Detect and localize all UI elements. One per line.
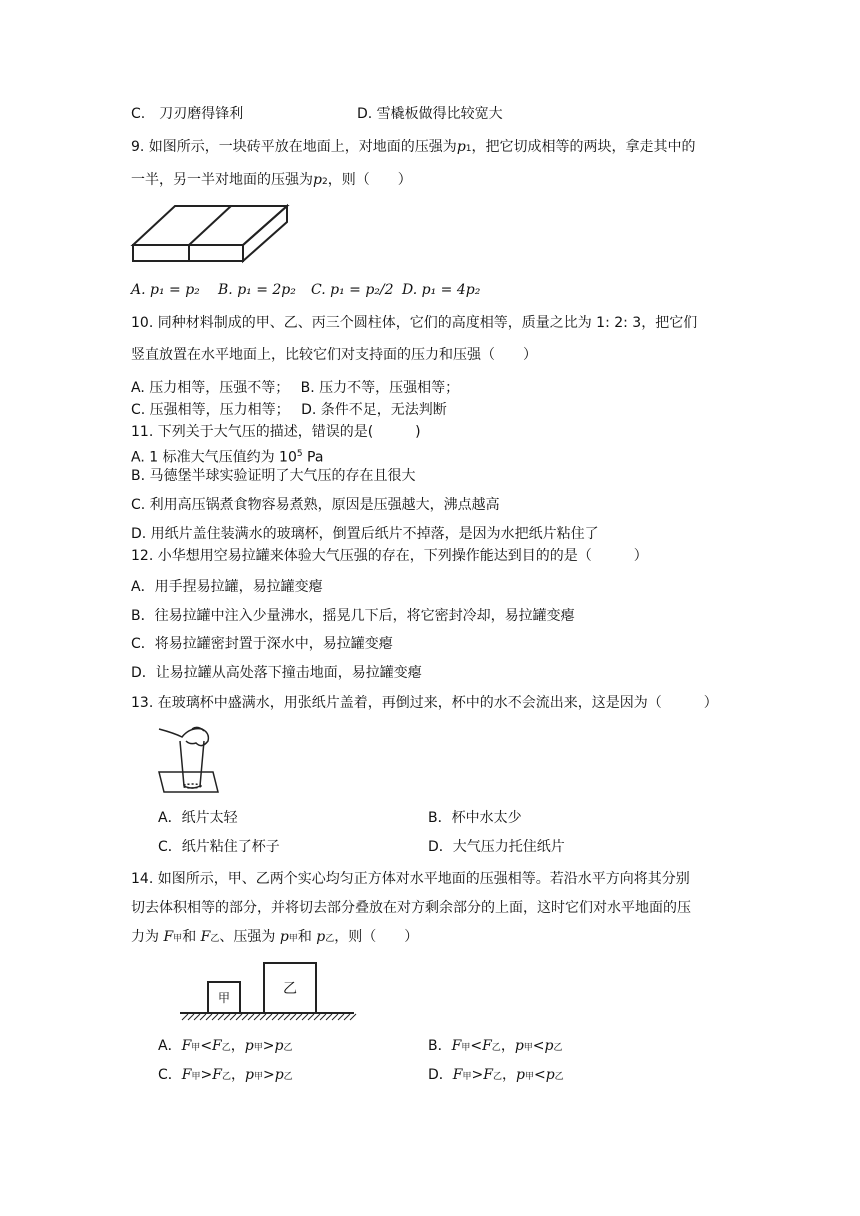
q11-option-b: B. 马德堡半球实验证明了大气压的存在且很大 [131,468,416,484]
q14-stem-line2: 切去体积相等的部分，并将切去部分叠放在对方剩余部分的上面，这时它们对水平地面的压 [131,900,691,916]
q11-option-c: C. 利用高压锅煮食物容易煮熟，原因是压强越大，沸点越高 [131,497,500,513]
q9-stem-line1: 9. 如图所示，一块砖平放在地面上，对地面的压强为p1，把它切成相等的两块，拿走其中的 [131,139,696,155]
ground-hatch-line [206,1014,212,1020]
q13-stem: 13. 在玻璃杯中盛满水，用张纸片盖着，再倒过来，杯中的水不会流出来，这是因为（ ） [131,695,718,711]
ground-hatch-line [314,1014,320,1020]
ground-hatch-line [212,1014,218,1020]
ground-hatch-line [266,1014,272,1020]
q10-stem-line1: 10. 同种材料制成的甲、乙、丙三个圆柱体，它们的高度相等，质量之比为 1: 2: 3，把它们 [131,315,698,331]
brick-figure [129,203,294,265]
cube-label-jia: 甲 [217,991,231,1005]
q14-option-b: B．F甲<F乙，p甲<p乙 [428,1038,563,1054]
q13-option-d: D．大气压力托住纸片 [428,839,565,855]
inverted-glass-figure [156,723,226,798]
ground-hatch-line [260,1014,266,1020]
q11-stem: 11. 下列关于大气压的描述，错误的是( ) [131,424,421,440]
q9-option-c: C. p₁ = p₂/2 [311,282,394,298]
ground-hatch-line [272,1014,278,1020]
ground-hatch-line [350,1014,356,1020]
ground-hatch-line [188,1014,194,1020]
q14-stem-line3: 力为 F甲和 F乙、压强为 p甲和 p乙，则（ ） [131,929,419,945]
q9-option-d: D. p₁ = 4p₂ [402,282,481,298]
q14-option-d: D．F甲>F乙，p甲<p乙 [428,1067,564,1083]
q12-stem: 12. 小华想用空易拉罐来体验大气压强的存在，下列操作能达到目的的是（ ） [131,548,648,564]
ground-hatch-line [224,1014,230,1020]
q11-option-a: A. 1 标准大气压值约为 $10^5$ Pa [131,449,324,466]
ground-hatch-line [242,1014,248,1020]
q9-stem-line2: 一半，另一半对地面的压强为p2，则（ ） [131,172,412,188]
ground-hatch-line [308,1014,314,1020]
cubes-figure [178,960,358,1022]
ground-hatch-line [254,1014,260,1020]
q13-option-a: A．纸片太轻 [158,810,238,826]
ground-hatch-line [332,1014,338,1020]
q13-option-c: C．纸片粘住了杯子 [158,839,280,855]
ground-hatch-line [338,1014,344,1020]
ground-hatch-line [302,1014,308,1020]
q13-option-b: B．杯中水太少 [428,810,522,826]
q10-options-ab: A. 压力相等，压强不等； B. 压力不等，压强相等； [131,380,460,396]
ground-hatch-line [200,1014,206,1020]
ground-hatch-line [344,1014,350,1020]
ground-hatch-line [326,1014,332,1020]
q14-option-a: A．F甲<F乙，p甲>p乙 [158,1038,293,1054]
q10-stem-line2: 竖直放置在水平地面上，比较它们对支持面的压力和压强（ ） [131,347,537,363]
ground-hatch-line [296,1014,302,1020]
ground-hatch-line [290,1014,296,1020]
q10-options-cd: C. 压强相等，压力相等； D. 条件不足，无法判断 [131,402,447,418]
q12-option-c: C．将易拉罐密封置于深水中，易拉罐变瘪 [131,636,393,652]
ground-hatch-line [194,1014,200,1020]
ground-hatch-line [182,1014,188,1020]
q12-option-d: D．让易拉罐从高处落下撞击地面，易拉罐变瘪 [131,665,422,681]
ground-hatch-line [248,1014,254,1020]
q9-option-a: A. p₁ = p₂ [131,282,200,298]
ground-hatch-line [278,1014,284,1020]
q8-option-d: D. 雪橇板做得比较宽大 [357,106,503,122]
q9-option-b: B. p₁ = 2p₂ [218,282,296,298]
ground-hatch-line [320,1014,326,1020]
q12-option-b: B．往易拉罐中注入少量沸水，摇晃几下后，将它密封冷却，易拉罐变瘪 [131,608,575,624]
ground-hatch-line [230,1014,236,1020]
ground-hatch-line [236,1014,242,1020]
cube-label-yi: 乙 [283,981,297,997]
ground-hatch-line [284,1014,290,1020]
ground-hatch-line [218,1014,224,1020]
q11-option-d: D. 用纸片盖住装满水的玻璃杯，倒置后纸片不掉落，是因为水把纸片粘住了 [131,526,599,542]
q14-option-c: C．F甲>F乙，p甲>p乙 [158,1067,293,1083]
q8-option-c: C. 刀刃磨得锋利 [131,106,244,122]
q12-option-a: A．用手捏易拉罐，易拉罐变瘪 [131,579,323,595]
q14-stem-line1: 14. 如图所示，甲、乙两个实心均匀正方体对水平地面的压强相等。若沿水平方向将其分别 [131,871,690,887]
